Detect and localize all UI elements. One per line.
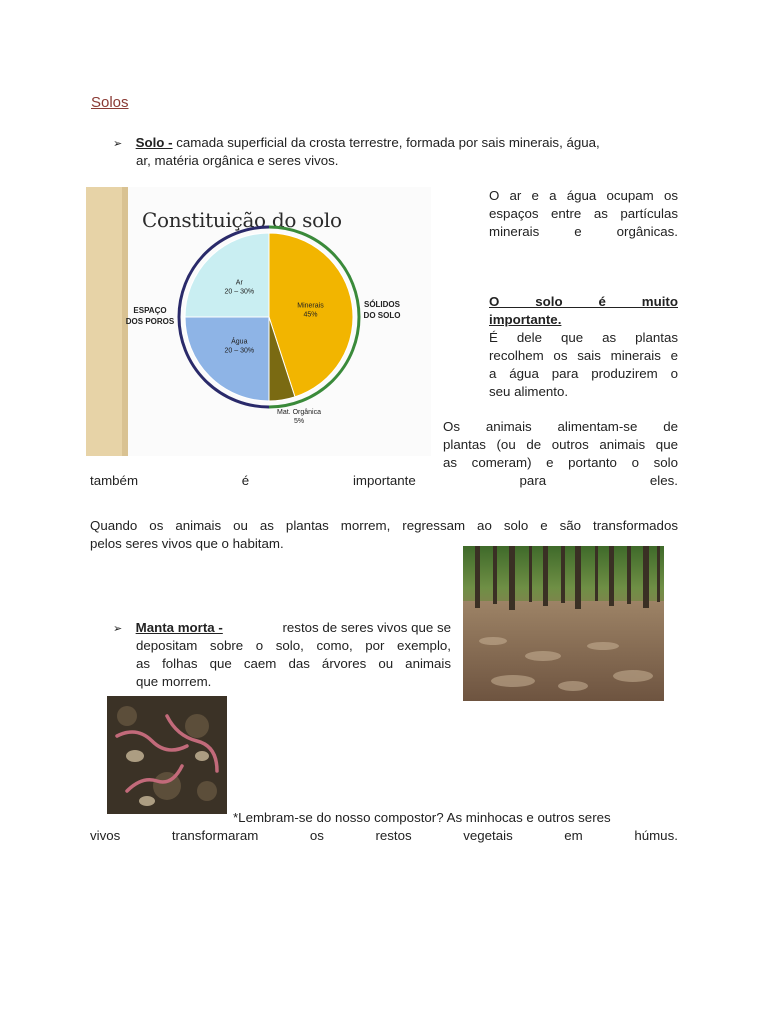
rc-p2-l2: recolhem os sais minerais e: [489, 348, 678, 363]
death-para-l2: pelos seres vivos que o habitam.: [90, 536, 284, 551]
manta-line1: restos de seres vivos que se: [282, 620, 451, 635]
rc-p2-l3: a água para produzirem o: [489, 366, 678, 381]
important-heading-l1: O solo é muito: [489, 294, 678, 309]
pie-slice-name: Mat. Orgânica: [277, 409, 321, 416]
rc-p2-l1: É dele que as plantas: [489, 330, 678, 345]
pie-slice-name: Água: [231, 338, 248, 346]
word: restos: [375, 828, 412, 843]
word: vegetais: [463, 828, 513, 843]
pie-chart-svg: [86, 187, 431, 456]
death-para-l1: Quando os animais ou as plantas morrem, regressam ao solo e são transformados: [90, 518, 678, 533]
compost-line2: [90, 827, 678, 845]
solids-label: DO SOLO: [363, 311, 401, 320]
forest-floor-photo: [463, 546, 664, 701]
rc-p2-l4: seu alimento.: [489, 384, 569, 399]
important-heading-l2: importante.: [489, 312, 562, 327]
word: húmus.: [634, 828, 678, 843]
bullet-arrow-icon: ➢: [113, 623, 123, 635]
word: transformaram: [171, 828, 259, 843]
pie-slice-label: 45%: [303, 311, 318, 319]
chart-title: Constituição do solo: [142, 208, 342, 232]
rc-p3-l3: as comeram) e portanto o solo: [443, 455, 678, 470]
rc-p1-l2: espaços entre as partículas: [489, 206, 678, 221]
pie-slice-name: Minerais: [297, 302, 324, 310]
pie-slice-label: 5%: [293, 418, 305, 425]
pores-label: DOS POROS: [125, 317, 175, 326]
manta-term: Manta morta -: [135, 620, 223, 635]
page-title: Solos: [91, 94, 129, 111]
rc-p1-l3: minerais e orgânicas.: [489, 224, 678, 239]
rc-p3-last-line: [90, 472, 678, 490]
word: em: [564, 828, 583, 843]
earthworms-photo: [107, 696, 227, 814]
manta-line2: depositam sobre o solo, como, por exemplo,: [136, 638, 451, 653]
word: os: [309, 828, 324, 843]
rc-p3-l1: Os animais alimentam-se de: [443, 419, 678, 434]
word: para: [519, 473, 547, 488]
pie-slice: [185, 233, 269, 317]
solo-term: Solo -: [135, 135, 173, 150]
soil-composition-chart: [86, 187, 431, 456]
solids-label: SÓLIDOS: [363, 300, 401, 309]
pie-slice-label: 20 – 30%: [224, 288, 255, 296]
compost-line1: *Lembram-se do nosso compostor? As minhocas e outros seres: [233, 810, 611, 825]
pores-label: ESPAÇO: [133, 306, 167, 315]
rc-p1-l1: O ar e a água ocupam os: [489, 188, 678, 203]
solo-definition: [113, 134, 678, 153]
pie-slice: [185, 317, 269, 401]
bullet-arrow-icon: ➢: [113, 138, 123, 150]
word: eles.: [649, 473, 678, 488]
word: também: [90, 473, 139, 488]
pie-slice-label: 20 – 30%: [224, 347, 255, 355]
rc-p3-l2: plantas (ou de outros animais que: [443, 437, 678, 452]
solo-def-line1: camada superficial da crosta terrestre, formada por sais minerais, água,: [176, 135, 600, 150]
word: é: [241, 473, 250, 488]
solo-def-line2: ar, matéria orgânica e seres vivos.: [136, 153, 339, 168]
manta-line3: as folhas que caem das árvores ou animais: [136, 656, 451, 671]
word: vivos: [90, 828, 121, 843]
pie-slice-name: Ar: [235, 279, 243, 287]
word: importante: [352, 473, 416, 488]
manta-morta-l1: [113, 619, 451, 638]
manta-line4: que morrem.: [136, 674, 212, 689]
